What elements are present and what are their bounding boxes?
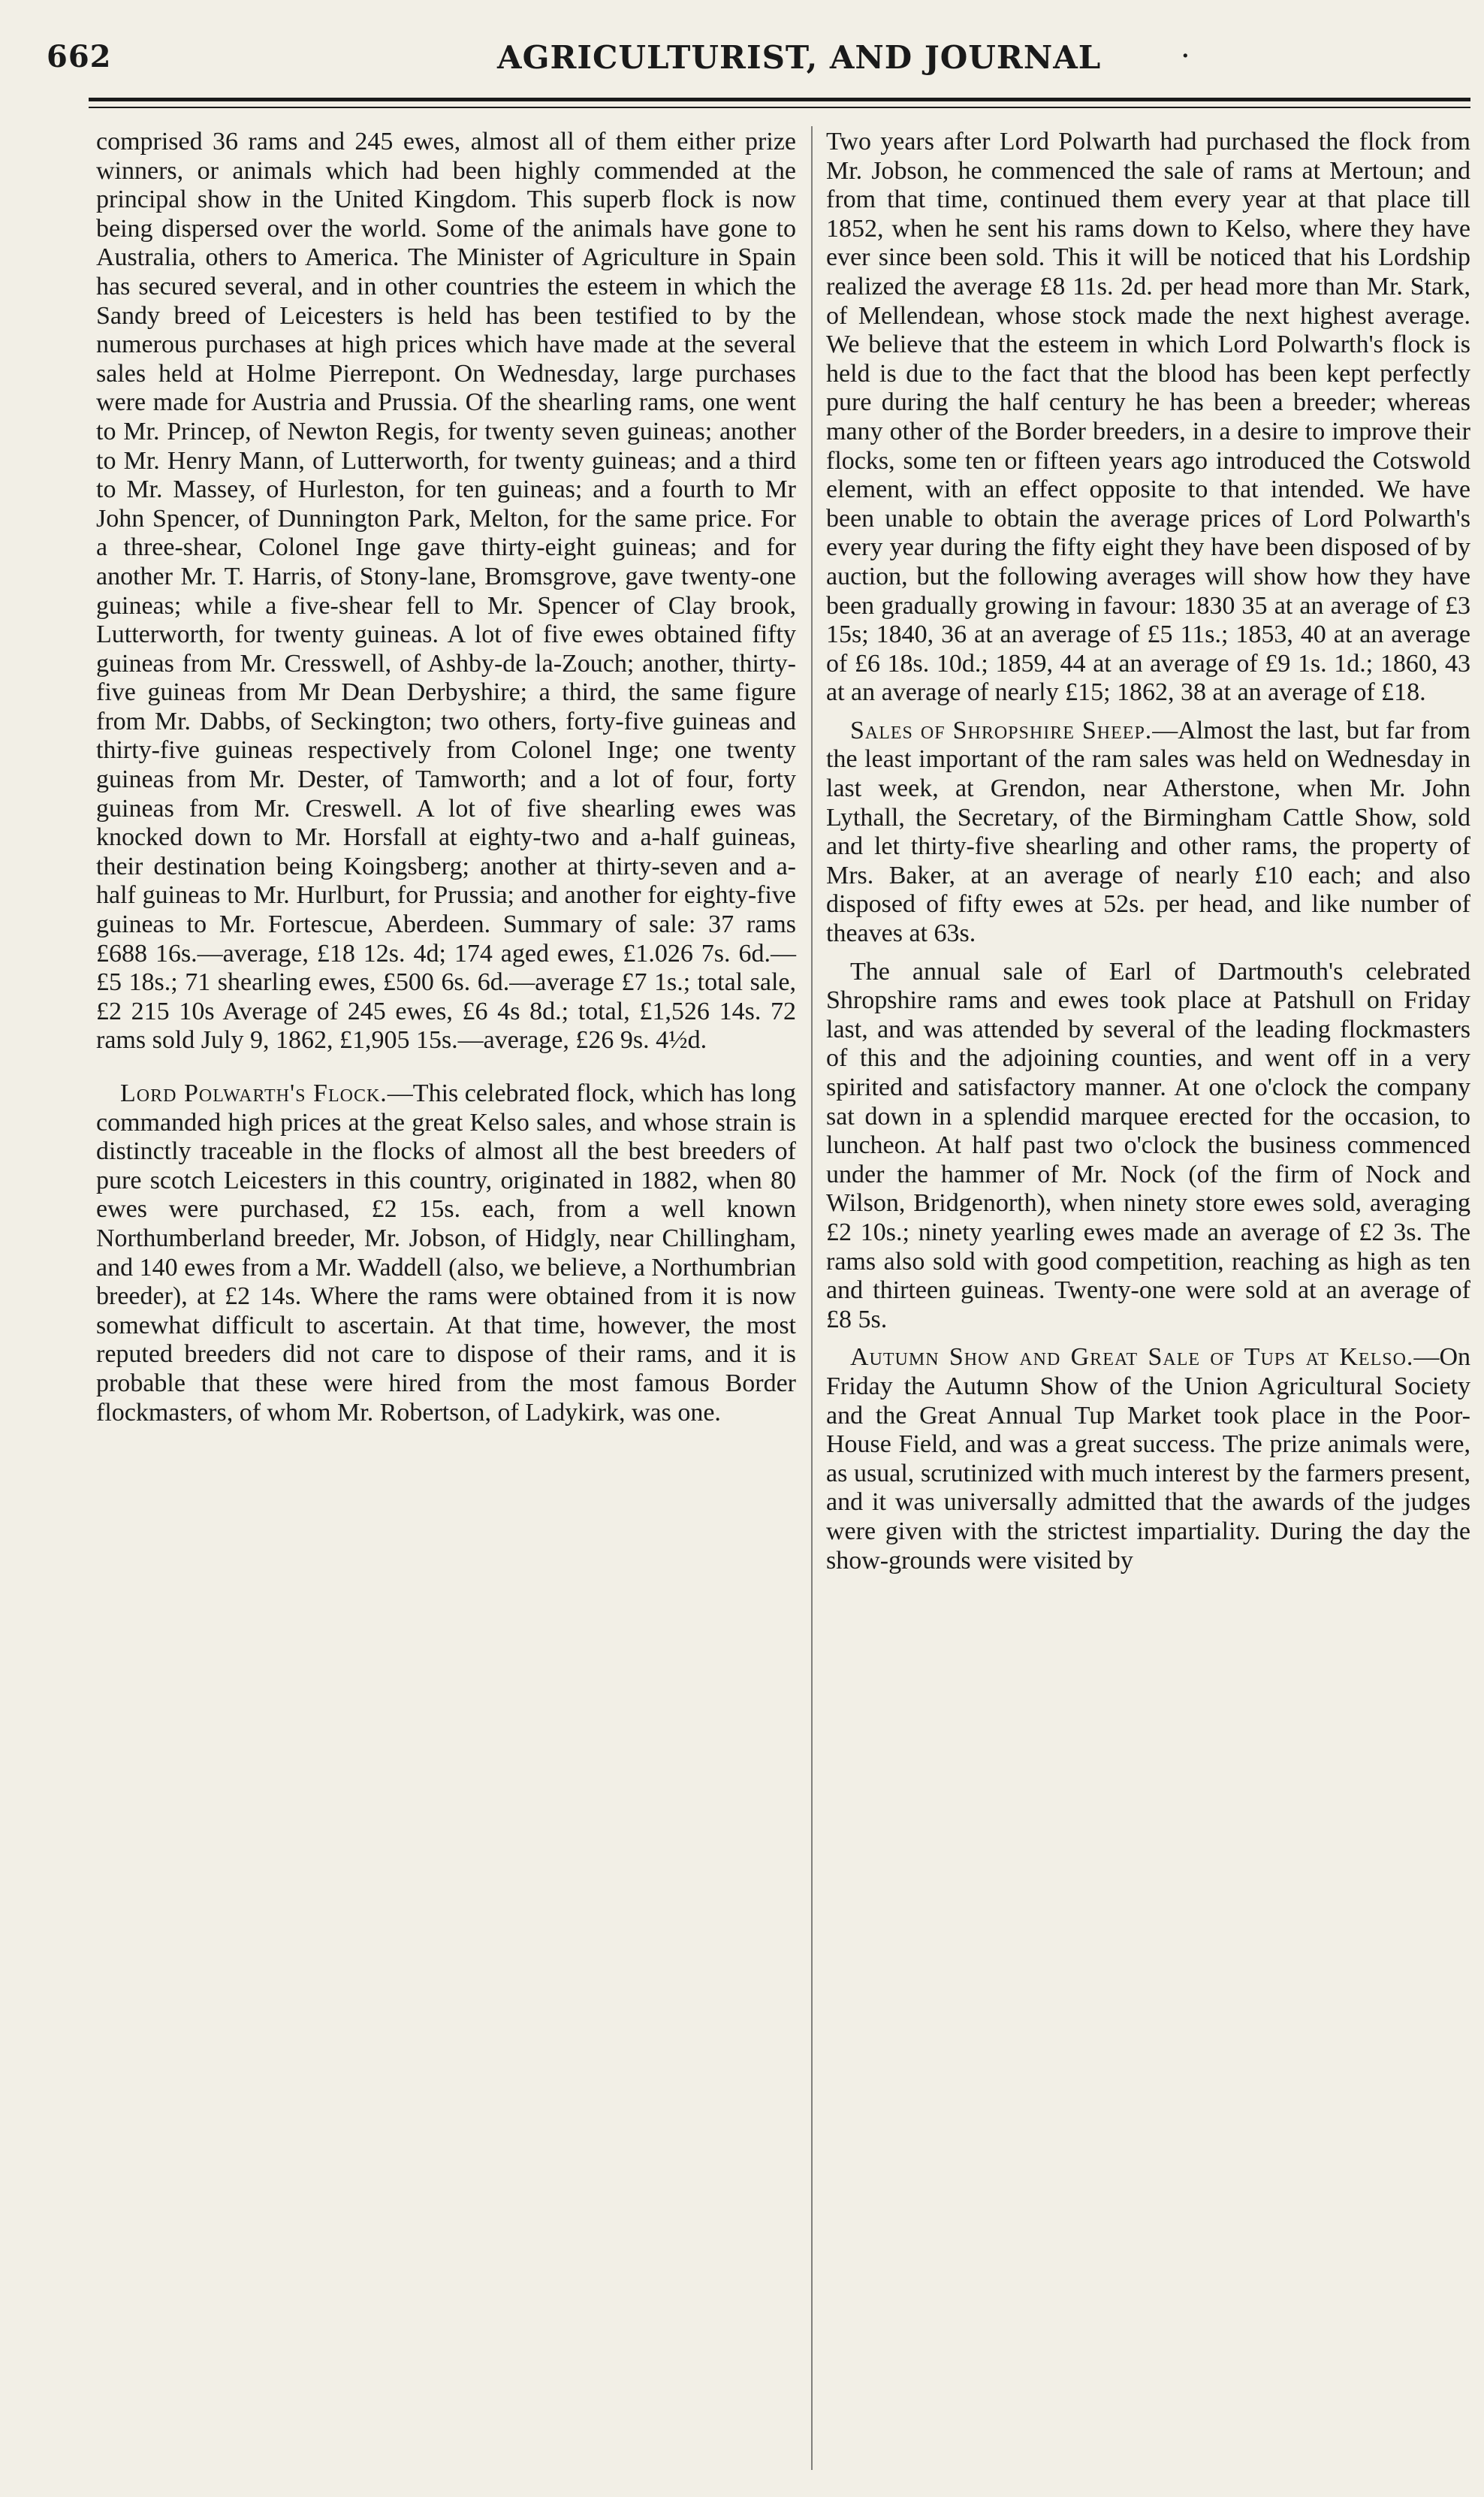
right-section-shropshire <box>826 717 1470 949</box>
header-dot: · <box>1181 39 1190 74</box>
header-rule-thick <box>89 98 1470 101</box>
section-title-lord-polwarth: Lord Polwarth's Flock. <box>120 1079 388 1107</box>
page-header <box>47 39 1458 84</box>
left-paragraph-1: comprised 36 rams and 245 ewes, almost all of them either prize winners, or animals which had been highly commended at the principal show in the United Kingdom. This superb flock is now being dispersed over the world. Some of the animals have gone to Australia, others to America. The Minister of Agriculture in Spain has secured several, and in other countries the esteem in which the Sandy breed of Leicesters is held has been testified to by the numerous purchases at high prices which have made at the several sales held at Holme Pierrepont. On Wednesday, large purchases were made for Austria and Prussia. Of the shearling rams, one went to Mr. Princep, of Newton Regis, for twenty seven guineas; another to Mr. Henry Mann, of Lutterworth, for twenty guineas; and a third to Mr. Massey, of Hurleston, for ten guineas; and a fourth to Mr John Spencer, of Dunnington Park, Melton, for the same price. For a three-shear, Colonel Inge gave thirty-eight guineas; and for another Mr. T. Harris, of Stony-lane, Bromsgrove, gave twenty-one guineas; while a five-shear fell to Mr. Spencer of Clay brook, Lutterworth, for twenty guineas. A lot of five ewes obtained fifty guineas from Mr. Cresswell, of Ashby-de la-Zouch; another, thirty-five guineas from Mr Dean Derbyshire; a third, the same figure from Mr. Dabbs, of Seckington; two others, forty-five guineas and thirty-five guineas respectively from Colonel Inge; one twenty guineas from Mr. Dester, of Tamworth; and a lot of four, forty guineas from Mr. Creswell. A lot of five shearling ewes was knocked down to Mr. Horsfall at eighty-two and a-half guineas, their destination being Koingsberg; another at thirty-seven and a-half guineas to Mr. Hurlburt, for Prussia; and another for eighty-five guineas to Mr. Fortescue, Aberdeen. Summary of sale: 37 rams £688 16s.—average, £18 12s. 4d; 174 aged ewes, £1.026 7s. 6d.—£5 18s.; 71 shearling ewes, £500 6s. 6d.—average £7 1s.; total sale, £2 215 10s Average of 245 ewes, £6 4s 8d.; total, £1,526 14s. 72 rams sold July 9, 1862, £1,905 15s.—average, £26 9s. 4½d. <box>96 128 796 1055</box>
running-title: AGRICULTURIST, AND JOURNAL <box>497 39 1102 76</box>
right-paragraph-1: Two years after Lord Polwarth had purchased the flock from Mr. Jobson, he commenced the sale of rams at Mertoun; and from that time, continued them every year at that place till 1852, when he sent his rams down to Kelso, where they have ever since been sold. This it will be noticed that his Lordship realized the average £8 11s. 2d. per head more than Mr. Stark, of Mellendean, whose stock made the next highest average. We believe that the esteem in which Lord Polwarth's flock is held is due to the fact that the blood has been kept perfectly pure during the half century he has been a breeder; whereas many other of the Border breeders, in a desire to improve their flocks, some ten or fifteen years ago introduced the Cotswold element, with an effect opposite to that intended. We have been unable to obtain the average prices of Lord Polwarth's every year during the fifty eight they have been disposed of by auction, but the following averages will show how they have been gradually growing in favour: 1830 35 at an average of £3 15s; 1840, 36 at an average of £5 11s.; 1853, 40 at an average of £6 18s. 10d.; 1859, 44 at an average of £9 1s. 1d.; 1860, 43 at an average of nearly £15; 1862, 38 at an average of £18. <box>826 128 1470 707</box>
section-title-kelso: Autumn Show and Great Sale of Tups at Kelso. <box>850 1343 1414 1372</box>
column-divider <box>811 126 813 2470</box>
header-rule-thin <box>89 107 1470 108</box>
section-body-kelso: —On Friday the Autumn Show of the Union Agricultural Society and the Great Annual Tup Market took place in the Poor-House Field, and was a great success. The prize animals were, as usual, scrutinized with much interest by the farmers present, and it was universally admitted that the awards of the judges were given with the strictest impartiality. During the day the show-grounds were visited by <box>826 1343 1470 1575</box>
section-title-shropshire: Sales of Shropshire Sheep. <box>850 716 1153 744</box>
right-column <box>826 128 1470 1584</box>
section-body-shropshire: —Almost the last, but far from the least important of the ram sales was held on Wednesday in last week, at Grendon, near Atherstone, when Mr. John Lythall, the Secretary, of the Birmingham Cattle Show, sold and let thirty-five shearling and other rams, the property of Mrs. Baker, at an average of nearly £10 each; and also disposed of fifty ewes at 52s. per head, and like number of theaves at 63s. <box>826 716 1470 948</box>
section-body-lord-polwarth: —This celebrated flock, which has long commanded high prices at the great Kelso sales, and whose strain is distinctly traceable in the flocks of almost all the best breeders of pure scotch Leicesters in this country, originated in 1882, when 80 ewes were purchased, £2 15s. each, from a well known Northumberland breeder, Mr. Jobson, of Hidgly, near Chillingham, and 140 ewes from a Mr. Waddell (also, we believe, a Northumbrian breeder), at £2 14s. Where the rams were obtained from it is now somewhat difficult to ascertain. At that time, however, the most reputed breeders did not care to dispose of their rams, and it is probable that these were hired from the most famous Border flockmasters, of whom Mr. Robertson, of Ladykirk, was one. <box>96 1079 796 1427</box>
left-column <box>96 128 796 1436</box>
right-section-kelso <box>826 1343 1470 1575</box>
right-paragraph-dartmouth: The annual sale of Earl of Dartmouth's celebrated Shropshire rams and ewes took place at Patshull on Friday last, and was attended by several of the leading flockmasters of this and the adjoining counties, and went off in a very spirited and satisfactory manner. At one o'clock the company sat down in a splendid marquee erected for the occasion, to luncheon. At half past two o'clock the business commenced under the hammer of Mr. Nock (of the firm of Nock and Wilson, Bridgenorth), when ninety store ewes sold, averaging £2 10s.; ninety yearling ewes made an average of £2 3s. The rams also sold with good competition, reaching as high as ten and thirteen guineas. Twenty-one were sold at an average of £8 5s. <box>826 957 1470 1333</box>
left-section-lord-polwarth <box>96 1079 796 1427</box>
page-number: 662 <box>47 39 112 74</box>
